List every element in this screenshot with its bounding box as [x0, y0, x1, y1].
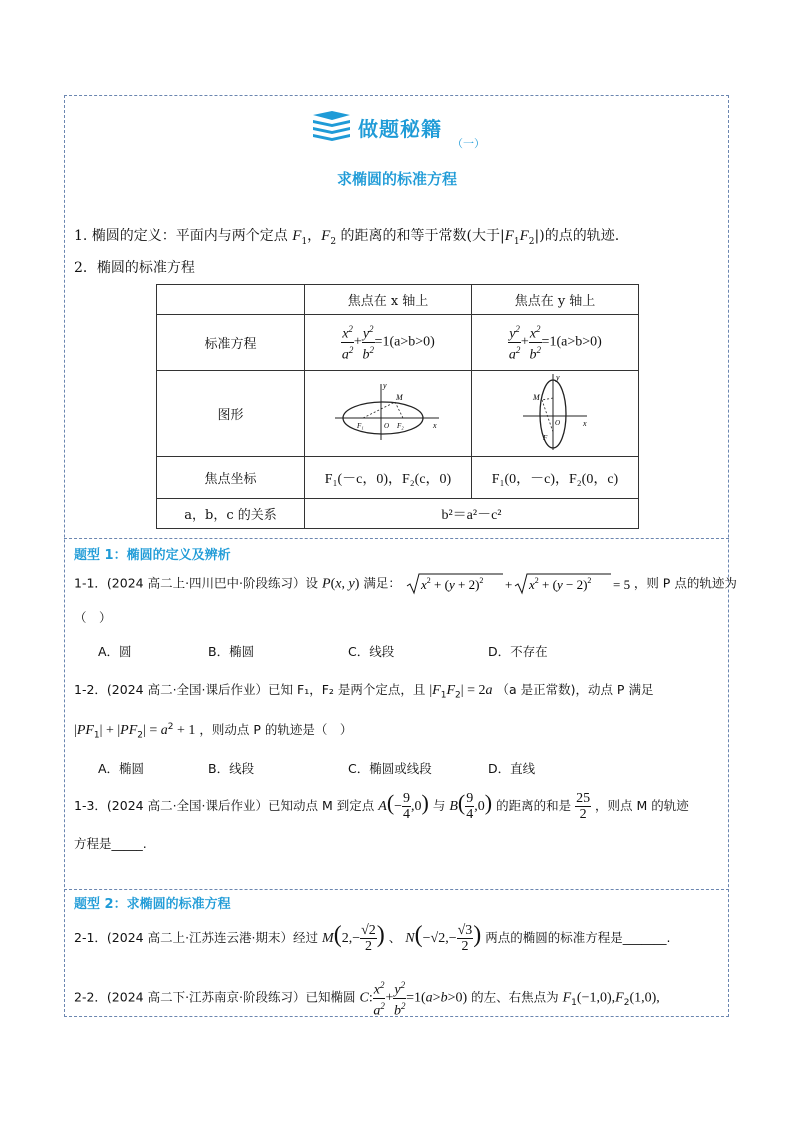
row-label-focus: 焦点坐标 — [157, 457, 305, 499]
section-divider — [64, 889, 729, 890]
svg-text:F₂: F₂ — [397, 421, 404, 430]
header-logo — [310, 107, 500, 152]
svg-text:= 5: = 5 — [612, 577, 630, 592]
option-c[interactable]: C．椭圆或线段 — [348, 761, 432, 776]
horizontal-ellipse-figure — [333, 380, 443, 444]
option-c[interactable]: C．线段 — [348, 644, 395, 659]
svg-text:x: x — [433, 420, 437, 430]
question-1-2-line2: $|PF_1| + |PF_2| = a^2 + 1$ ，则动点 P 的轨迹是（ ） — [74, 721, 353, 741]
svg-text:x2 + (y + 2)2: $x^2 + (y + 2)^2$ — [420, 576, 484, 592]
row-label-equation: 标准方程 — [157, 315, 305, 371]
col-header-y: 焦点在 y 轴上 — [472, 285, 639, 315]
vertical-ellipse-figure — [515, 372, 595, 452]
col-header-x: 焦点在 x 轴上 — [305, 285, 472, 315]
section-divider — [64, 538, 729, 539]
svg-text:M: M — [396, 392, 403, 402]
standard-equation-heading: 2．椭圆的标准方程 — [74, 260, 195, 276]
question-1-1-paren: （ ） — [74, 610, 112, 625]
svg-text:F: F — [543, 433, 548, 442]
abc-relation: b²＝a²－c² — [305, 499, 639, 529]
question-1-1: 1-1．(2024 高二上·四川巴中·阶段练习）设 P(x, y) 满足： $x^2 + (y + 2)^2$ + $x^2 + (y - 2)^2$ = 5 ，则 P 点的轨迹为 — [74, 572, 737, 596]
svg-text:O: O — [555, 418, 561, 427]
section-title: 题型 2：求椭圆的标准方程 — [74, 897, 231, 912]
logo-subtitle: （一） — [452, 137, 485, 150]
equation-y: $\frac{y^2}{a^2}$ + $\frac{x^2}{b^2}$ =1(a>b>0) — [472, 315, 639, 371]
svg-text:F₁: F₁ — [357, 421, 364, 430]
focus-coords-y: F₁(0，－c)，F₂(0，c) — [472, 457, 639, 499]
option-a[interactable]: A．圆 — [98, 644, 132, 659]
question-1-2: 1-2．(2024 高二·全国·课后作业）已知 F₁，F₂ 是两个定点，且 $|F_1F_2| = 2a$ （a 是正常数)，动点 P 满足 — [74, 682, 654, 701]
equation-x: $\frac{x^2}{a^2}$ + $\frac{y^2}{b^2}$ =1(a>b>0) — [305, 315, 472, 371]
option-b[interactable]: B．线段 — [208, 761, 255, 776]
svg-text:+: + — [504, 577, 513, 592]
svg-text:x: x — [583, 418, 587, 428]
svg-text:M: M — [533, 392, 540, 402]
svg-text:y: y — [383, 380, 387, 390]
svg-text:x2 + (y − 2)2: $x^2 + (y - 2)^2$ — [528, 576, 592, 592]
svg-text:O: O — [384, 421, 390, 430]
definition-line: 1. 椭圆的定义：平面内与两个定点 $F_1$，$F_2$ 的距离的和等于常数(大于$|F_1F_2|$)的点的轨迹. — [74, 228, 620, 247]
option-d[interactable]: D．直线 — [488, 761, 536, 776]
question-2-2: 2-2．(2024 高二下·江苏南京·阶段练习）已知椭圆 C: $\frac{x^2}{a^2}$ + $\frac{y^2}{b^2}$ =1(a>b>0) 的左、右焦点为 $F_1(-1,0),F_2(1,0)$, — [74, 980, 660, 1019]
question-1-3-line2: 方程是_____. — [74, 836, 147, 851]
question-2-1: 2-1．(2024 高二上·江苏连云港·期末）经过 M(2,− $\frac{√2}{2}$ ) 、 N(−√2,− $\frac{√3}{2}$ ) 两点的椭圆的标准方程是_______. — [74, 922, 671, 954]
row-label-relation: a，b，c 的关系 — [157, 499, 305, 529]
option-a[interactable]: A．椭圆 — [98, 761, 145, 776]
books-icon — [310, 109, 352, 143]
question-1-3: 1-3．(2024 高二·全国·课后作业）已知动点 M 到定点 A(− $\frac{9}{4}$ ,0) 与 B( $\frac{9}{4}$ ,0) 的距离的和是 $\frac{25}{2}$ ，则点 M 的轨迹 — [74, 790, 689, 822]
focus-coords-x: F₁(－c，0)，F₂(c，0) — [305, 457, 472, 499]
section-title: 题型 1：椭圆的定义及辨析 — [74, 548, 231, 563]
figure-y-ellipse — [472, 371, 639, 457]
page-title: 求椭圆的标准方程 — [336, 170, 457, 188]
option-d[interactable]: D．不存在 — [488, 644, 548, 659]
option-b[interactable]: B．椭圆 — [208, 644, 255, 659]
row-label-figure: 图形 — [157, 371, 305, 457]
svg-text:y: y — [556, 372, 560, 382]
figure-x-ellipse — [305, 371, 472, 457]
ellipse-standard-table — [156, 284, 639, 529]
sqrt-equation — [405, 572, 630, 596]
logo-text: 做题秘籍 — [358, 117, 442, 141]
